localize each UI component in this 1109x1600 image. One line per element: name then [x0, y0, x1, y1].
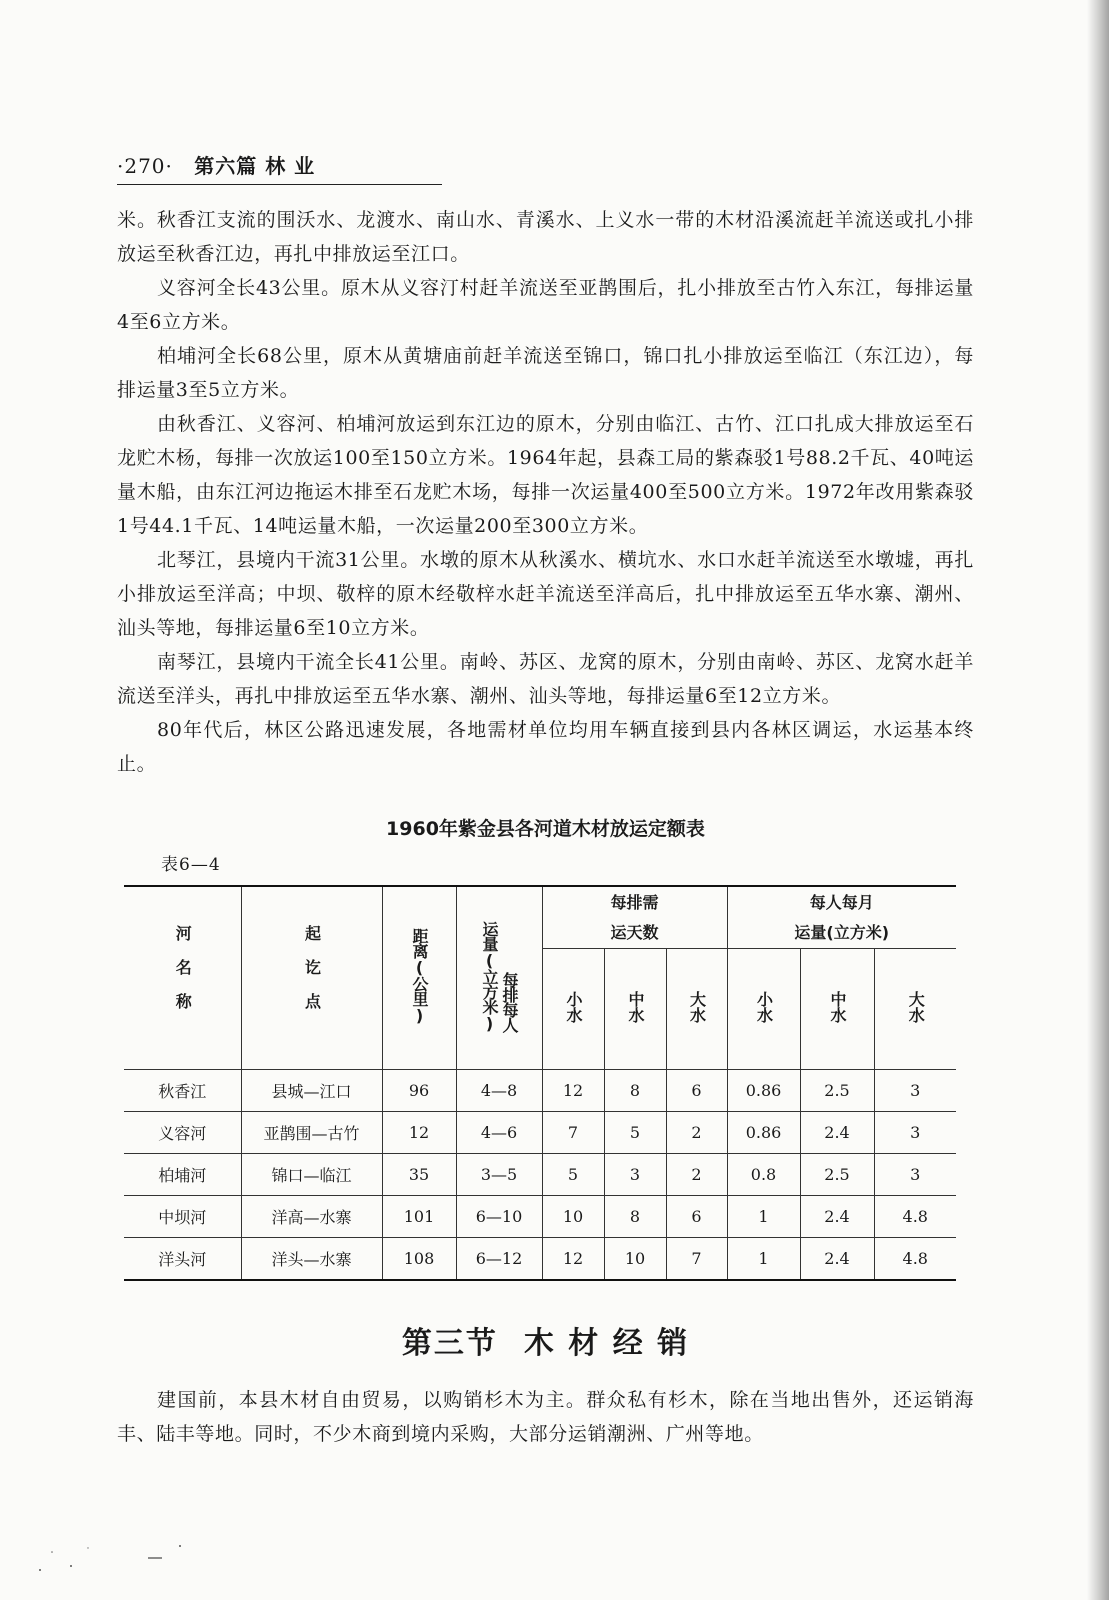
scan-edge-shadow — [1087, 0, 1109, 1600]
table-cell: 0.86 — [727, 1112, 800, 1154]
table-cell: 洋高—水寨 — [241, 1196, 382, 1238]
table-cell: 5 — [604, 1112, 666, 1154]
river-quota-table — [124, 885, 956, 1281]
table-cell: 2.4 — [800, 1196, 874, 1238]
table-cell: 锦口—临江 — [241, 1154, 382, 1196]
table-cell: 亚鹊围—古竹 — [241, 1112, 382, 1154]
table-cell: 8 — [604, 1070, 666, 1112]
table-cell: 2 — [666, 1112, 727, 1154]
header-medium-water: 中水 — [800, 949, 874, 1070]
paragraph: 义容河全长43公里。原木从义容汀村赶羊流送至亚鹊围后，扎小排放至古竹入东江，每排运量4至6立方米。 — [117, 277, 974, 333]
page-number: ·270· — [117, 154, 173, 178]
table-cell: 10 — [604, 1238, 666, 1281]
table-title: 1960年紫金县各河道木材放运定额表 — [386, 818, 705, 840]
table-cell: 3 — [604, 1154, 666, 1196]
table-row — [124, 1070, 956, 1112]
body-text — [117, 203, 974, 781]
table-cell: 12 — [542, 1070, 604, 1112]
table-cell: 3 — [874, 1112, 956, 1154]
table-cell: 县城—江口 — [241, 1070, 382, 1112]
table-cell: 4.8 — [874, 1196, 956, 1238]
paragraph: 北琴江，县境内干流31公里。水墩的原木从秋溪水、横坑水、水口水赶羊流送至水墩墟，再扎小排放运至洋高；中坝、敬梓的原木经敬梓水赶羊流送至洋高后，扎中排放运至五华水寨、潮州、汕头等地，每排运量6至10立方米。 — [117, 549, 974, 639]
table-cell: 101 — [382, 1196, 456, 1238]
table-cell: 义容河 — [124, 1112, 241, 1154]
header-large-water: 大水 — [874, 949, 956, 1070]
paragraph: 由秋香江、义容河、柏埔河放运到东江边的原木，分别由临江、古竹、江口扎成大排放运至石龙贮木杨，每排一次放运100至150立方米。1964年起，县森工局的紫森驳1号88.2千瓦、40吨运量木船，由东江河边拖运木排至石龙贮木场，每排一次运量400至500立方米。1972年改用紫森驳1号44.1千瓦、14吨运量木船，一次运量200至300立方米。 — [117, 413, 974, 537]
part-title: 第六篇 林 业 — [194, 154, 316, 178]
table-cell: 2.4 — [800, 1112, 874, 1154]
header-distance: 距离(公里) — [382, 886, 456, 1070]
paragraph: 米。秋香江支流的围沃水、龙渡水、南山水、青溪水、上义水一带的木材沿溪流赶羊流送或扎小排放运至秋香江边，再扎中排放运至江口。 — [117, 209, 974, 265]
section-body-text — [117, 1383, 974, 1451]
table-cell: 3 — [874, 1154, 956, 1196]
table-cell: 中坝河 — [124, 1196, 241, 1238]
section-name: 木 材 经 销 — [523, 1326, 690, 1361]
header-small-water: 小水 — [727, 949, 800, 1070]
table-cell: 柏埔河 — [124, 1154, 241, 1196]
header-days-group: 每排需 运天数 — [542, 886, 727, 949]
table-cell: 35 — [382, 1154, 456, 1196]
table-row — [124, 1154, 956, 1196]
table-cell: 4—8 — [456, 1070, 542, 1112]
section-number: 第三节 — [401, 1326, 498, 1361]
table-cell: 1 — [727, 1196, 800, 1238]
table-cell: 96 — [382, 1070, 456, 1112]
table-cell: 12 — [382, 1112, 456, 1154]
table-row — [124, 1196, 956, 1238]
header-medium-water: 中水 — [604, 949, 666, 1070]
scan-specks — [30, 1540, 190, 1580]
header-rule — [117, 184, 442, 185]
header-monthly-group: 每人每月 运量(立方米) — [727, 886, 956, 949]
table-cell: 12 — [542, 1238, 604, 1281]
table-cell: 8 — [604, 1196, 666, 1238]
table-cell: 108 — [382, 1238, 456, 1281]
table-cell: 秋香江 — [124, 1070, 241, 1112]
table-cell: 4.8 — [874, 1238, 956, 1281]
table-cell: 0.86 — [727, 1070, 800, 1112]
paragraph: 80年代后，林区公路迅速发展，各地需材单位均用车辆直接到县内各林区调运，水运基本终止。 — [117, 719, 974, 775]
table-cell: 2.4 — [800, 1238, 874, 1281]
table-cell: 3 — [874, 1070, 956, 1112]
header-small-water: 小水 — [542, 949, 604, 1070]
header-route: 起讫点 — [241, 886, 382, 1070]
paragraph: 柏埔河全长68公里，原木从黄塘庙前赶羊流送至锦口，锦口扎小排放运至临江（东江边），每排运量3至5立方米。 — [117, 345, 974, 401]
table-cell: 2.5 — [800, 1154, 874, 1196]
table-row — [124, 1112, 956, 1154]
table-cell: 10 — [542, 1196, 604, 1238]
table-cell: 洋头河 — [124, 1238, 241, 1281]
table-cell: 3—5 — [456, 1154, 542, 1196]
header-load: 运量(立方米)每排每人 — [456, 886, 542, 1070]
table-cell: 洋头—水寨 — [241, 1238, 382, 1281]
table-cell: 2.5 — [800, 1070, 874, 1112]
header-large-water: 大水 — [666, 949, 727, 1070]
table-cell: 1 — [727, 1238, 800, 1281]
table-cell: 2 — [666, 1154, 727, 1196]
table-cell: 6—12 — [456, 1238, 542, 1281]
table-cell: 6 — [666, 1196, 727, 1238]
table-cell: 0.8 — [727, 1154, 800, 1196]
header-river: 河名称 — [124, 886, 241, 1070]
table-cell: 6 — [666, 1070, 727, 1112]
table-row — [124, 1238, 956, 1281]
paragraph: 建国前，本县木材自由贸易，以购销杉木为主。群众私有杉木，除在当地出售外，还运销海丰、陆丰等地。同时，不少木商到境内采购，大部分运销潮洲、广州等地。 — [117, 1389, 974, 1445]
section-title — [117, 1318, 974, 1362]
table-cell: 5 — [542, 1154, 604, 1196]
table-label: 表6—4 — [161, 855, 221, 875]
table-cell: 6—10 — [456, 1196, 542, 1238]
table-cell: 7 — [542, 1112, 604, 1154]
table-cell: 4—6 — [456, 1112, 542, 1154]
paragraph: 南琴江，县境内干流全长41公里。南岭、苏区、龙窝的原木，分别由南岭、苏区、龙窝水赶羊流送至洋头，再扎中排放运至五华水寨、潮州、汕头等地，每排运量6至12立方米。 — [117, 651, 974, 707]
table-cell: 7 — [666, 1238, 727, 1281]
page-header — [117, 150, 442, 179]
